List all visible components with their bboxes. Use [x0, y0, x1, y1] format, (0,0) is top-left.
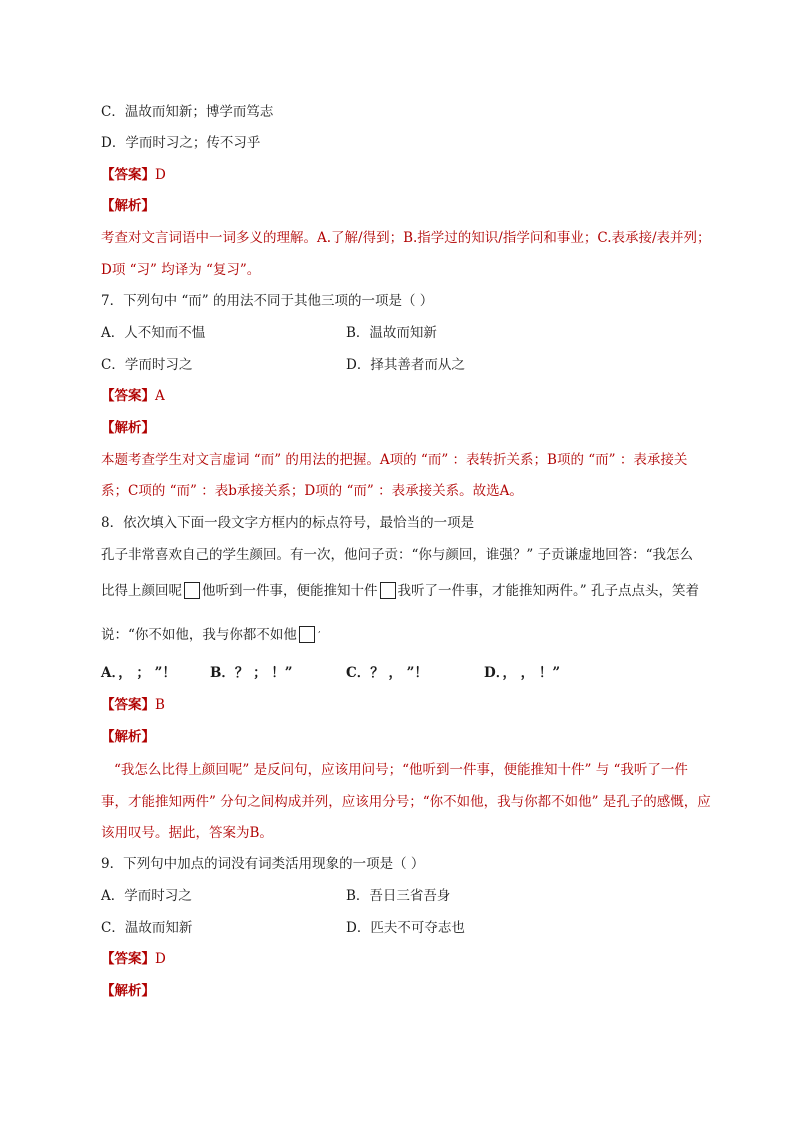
- answer-label: 【答案】: [101, 697, 155, 713]
- q8-answer: [101, 696, 165, 714]
- q8-option-d: D．， ， ！”: [484, 665, 561, 681]
- q8-analysis-line-3: 该用叹号。据此，答案为B。: [101, 825, 273, 841]
- q7-option-c: C．学而时习之: [101, 357, 193, 373]
- q7-option-b: B．温故而知新: [346, 325, 437, 341]
- q9-stem: 9．下列句中加点的词没有词类活用现象的一项是（ ）: [101, 856, 425, 872]
- q6-answer: [101, 166, 166, 184]
- q7-stem: 7．下列句中 “而” 的用法不同于其他三项的一项是（ ）: [101, 293, 434, 309]
- q8-passage-line-1: 孔子非常喜欢自己的学生颜回。有一次，他问子贡：“你与颜回，谁强？” 子贡谦虚地回答：“我怎么: [101, 547, 693, 563]
- answer-label: 【答案】: [101, 951, 155, 967]
- q7-analysis-label: 【解析】: [101, 420, 155, 436]
- q6-option-c: C．温故而知新；博学而笃志: [101, 104, 274, 120]
- q8-option-b: B．？ ； ！”: [210, 665, 293, 681]
- q6-option-d: D．学而时习之；传不习乎: [101, 135, 261, 151]
- q8-option-a: A．， ； ”！: [101, 665, 176, 681]
- q8-passage-line-2: 比得上颜回呢 他听到一件事，便能推知十件 我听了一件事，才能推知两件。” 孔子点点头，笑着: [101, 583, 699, 599]
- q8-analysis-line-1: “我怎么比得上颜回呢” 是反问句，应该用问号；“他听到一件事，便能推知十件” 与 “我听了一件: [114, 762, 688, 778]
- q7-analysis-line-1: 本题考查学生对文言虚词 “而” 的用法的把握。A项的 “而” ：表转折关系；B项的 “而” ：表承接关: [101, 452, 688, 468]
- q9-option-b: B．吾日三省吾身: [346, 888, 451, 904]
- blank-box-3: [299, 626, 315, 643]
- q9-analysis-label: 【解析】: [101, 983, 155, 999]
- q8-option-c: C．？ ， ”！: [346, 665, 428, 681]
- q6-analysis-line-2: D项 “习” 均译为 “复习”。: [101, 262, 261, 278]
- q7-option-d: D．择其善者而从之: [346, 357, 465, 373]
- q9-option-c: C．温故而知新: [101, 920, 193, 936]
- answer-value: A: [155, 388, 165, 404]
- answer-label: 【答案】: [101, 388, 155, 404]
- answer-value: D: [155, 167, 166, 183]
- q6-analysis-line-1: 考查对文言词语中一词多义的理解。A.了解/得到；B.指学过的知识/指学问和事业；C.表承接/表并列；: [101, 230, 711, 246]
- blank-box-2: [380, 582, 396, 599]
- blank-box-1: [184, 582, 200, 599]
- q9-option-a: A．学而时习之: [101, 888, 192, 904]
- answer-label: 【答案】: [101, 167, 155, 183]
- q6-analysis-label: 【解析】: [101, 198, 155, 214]
- q8-analysis-label: 【解析】: [101, 729, 155, 745]
- q8-analysis-line-2: 事，才能推知两件” 分句之间构成并列，应该用分号；“你不如他，我与你都不如他” 是孔子的感慨，应: [101, 794, 711, 810]
- q8-stem: 8．依次填入下面一段文字方框内的标点符号，最恰当的一项是: [101, 515, 475, 531]
- q7-option-a: A．人不知而不愠: [101, 325, 206, 341]
- q9-answer: [101, 950, 166, 968]
- q9-option-d: D．匹夫不可夺志也: [346, 920, 465, 936]
- q7-analysis-line-2: 系；C项的 “而” ：表b承接关系；D项的 “而” ：表承接关系。故选A。: [101, 483, 523, 499]
- q8-passage-line-3: 说：“你不如他，我与你都不如他 ’: [101, 627, 321, 643]
- answer-value: B: [155, 697, 165, 713]
- q7-answer: [101, 387, 165, 405]
- answer-value: D: [155, 951, 166, 967]
